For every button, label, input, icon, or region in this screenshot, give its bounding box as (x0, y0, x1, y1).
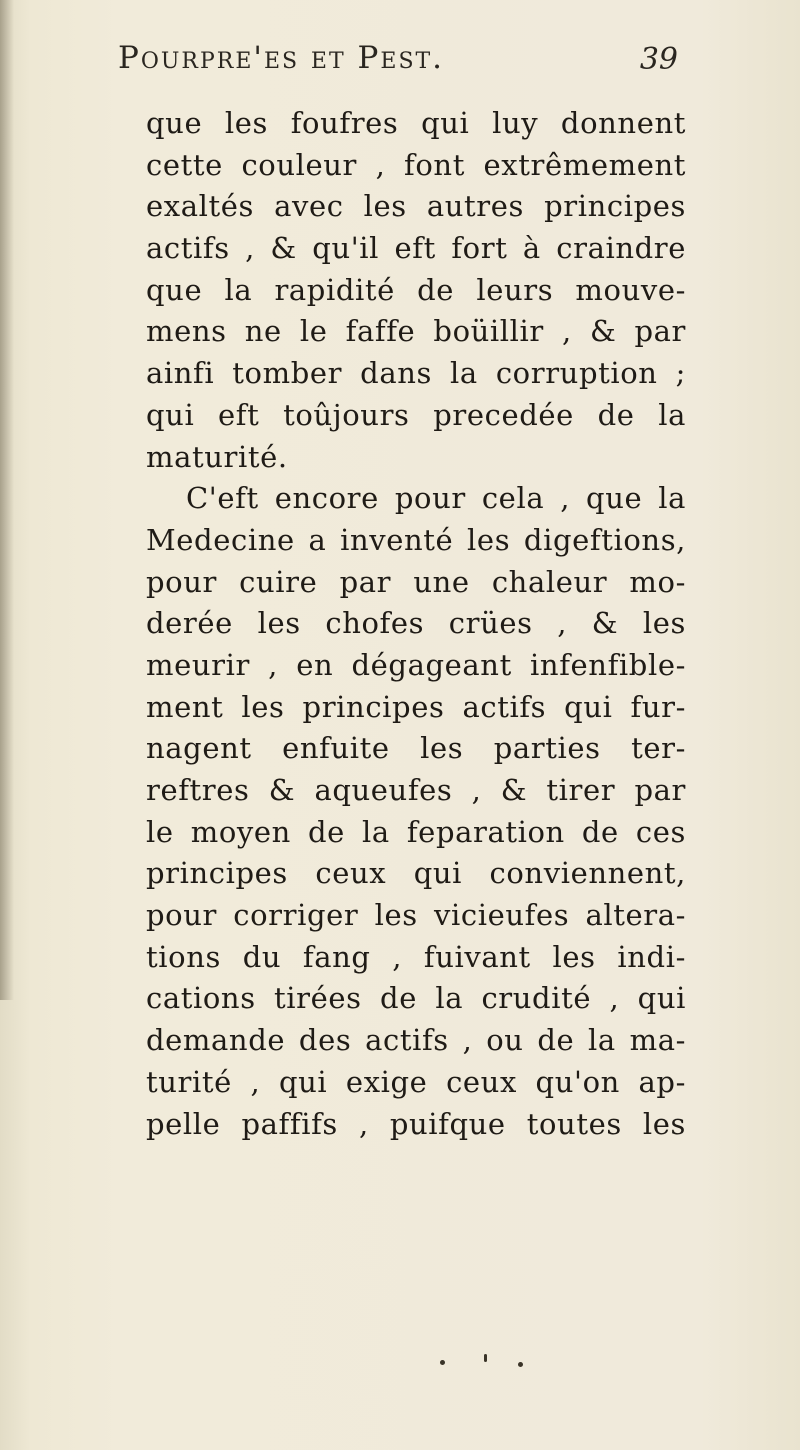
text-line: actifs , & qu'il eft fort à craindre (146, 231, 686, 266)
text-line: cations tirées de la crudité , qui (146, 981, 686, 1016)
text-line: ainfi tomber dans la corruption ; (146, 356, 686, 391)
text-line: exaltés avec les autres principes (146, 189, 686, 224)
running-title: Pourpre'es et Pest. (118, 40, 445, 76)
page-number: 39 (639, 42, 678, 77)
text-line: reftres & aqueufes , & tirer par (146, 773, 686, 807)
text-line: derée les chofes crües , & les (146, 606, 686, 641)
text-line: meurir , en dégageant infenfible- (146, 647, 686, 682)
page-header (118, 40, 678, 90)
text-line: ment les principes actifs qui fur- (146, 689, 686, 724)
text-line: turité , qui exige ceux qu'on ap- (146, 1064, 686, 1099)
text-line: mens ne le faffe boüillir , & par (146, 314, 686, 349)
ink-speck (440, 1360, 445, 1365)
text-line: tions du fang , fuivant les indi- (146, 939, 686, 974)
text-line: pour corriger les vicieufes altera- (146, 898, 686, 933)
text-line: que la rapidité de leurs mouve- (146, 272, 686, 307)
body-text (146, 103, 686, 1145)
text-line: demande des actifs , ou de la ma- (146, 1023, 686, 1058)
ink-speck (518, 1362, 523, 1367)
paragraph-start-line: C'eft encore pour cela , que la (186, 481, 686, 516)
ink-speck (484, 1354, 487, 1362)
text-line: que les foufres qui luy donnent (146, 106, 686, 140)
ink-specks (440, 1350, 540, 1370)
text-line: cette couleur , font extrêmement (146, 147, 686, 182)
text-line: le moyen de la feparation de ces (146, 814, 686, 849)
text-line: Medecine a inventé les digeftions, (146, 522, 686, 557)
text-line: principes ceux qui conviennent, (146, 856, 686, 891)
text-line: pour cuire par une chaleur mo- (146, 564, 686, 599)
text-line: pelle paffifs , puifque toutes les (146, 1106, 686, 1141)
page-gutter-shadow (0, 0, 14, 1000)
text-line: maturité. (146, 439, 288, 474)
text-line: nagent enfuite les parties ter- (146, 731, 686, 766)
text-line: qui eft toûjours precedée de la (146, 397, 686, 432)
